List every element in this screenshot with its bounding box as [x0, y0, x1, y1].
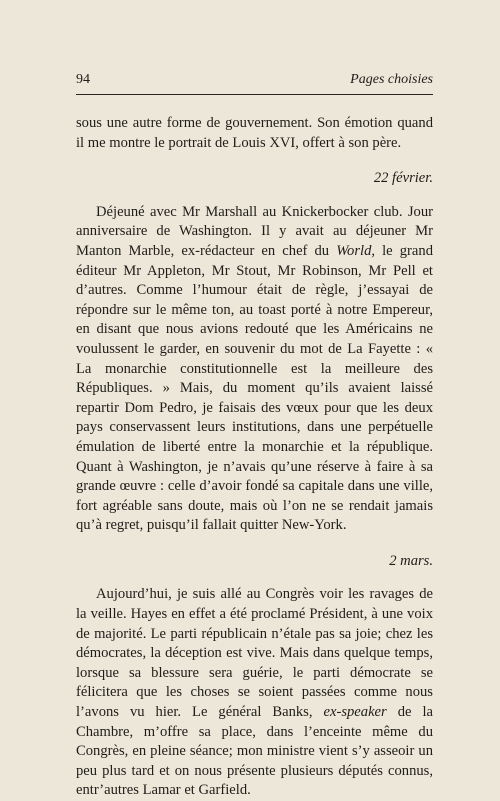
header-rule: [76, 94, 433, 95]
text-run: de la Chambre, m’offre sa place, dans l’enceinte même du Congrès, en pleine séance; mon ministre vient s’y asseoir un peu plus tard et on nous présente plusieurs députés connus, entr’autres Lamar et Garfield.: [76, 704, 433, 799]
text-run: , le grand éditeur Mr Appleton, Mr Stout, Mr Robinson, Mr Pell et d’autres. Comme l’humour était de règle, j’essayai de répondre sur le même ton, au toast porté à notre Empereur, en disant que nous avions redouté que les Américains ne voulussent le garder, en souvenir du mot de La Fayette : « La monarchie constitutionnelle est la meilleure des Républiques. » Mais, du moment qu’ils avaient laissé repartir Dom Pedro, je faisais des vœux pour que les deux pays conservassent leurs institutions, dans une perpétuelle émulation de liberté entre la monarchie et la république. Quant à Washington, je n’avais qu’une réserve à faire à sa grande œuvre : celle d’avoir fondé sa capitale dans une ville, fort agréable sans doute, mais où l’on ne se rendait jamais qu’à regret, puisqu’il fallait quitter New-York.: [76, 242, 433, 534]
page-header: [76, 72, 433, 92]
italic-term-ex-speaker: ex-speaker: [323, 704, 387, 721]
paragraph-22-fevrier: [76, 203, 433, 536]
paragraph-2-mars: [76, 585, 433, 801]
page-number: 94: [76, 72, 90, 87]
date-heading-2-mars: 2 mars.: [389, 552, 433, 569]
date-heading-22-fevrier: 22 février.: [373, 170, 433, 187]
text-run: Déjeuné avec Mr Marshall au Knickerbocker club. Jour anniversaire de Washington. Il y avait au déjeuner Mr Manton Marble, ex-rédacteur en chef du: [76, 203, 433, 259]
paragraph-continuation: sous une autre forme de gouvernement. Son émotion quand il me montre le portrait de Louis XVI, offert à son père.: [76, 115, 433, 151]
italic-title-world: World: [336, 242, 372, 259]
running-title: Pages choisies: [350, 72, 433, 87]
page-body: [76, 114, 433, 801]
text-run: Aujourd’hui, je suis allé au Congrès voir les ravages de la veille. Hayes en effet a été proclamé Président, à une voix de majorité. Le parti républicain n’étale pas sa joie; chez les démocrates, la déception est vive. Mais dans quelque temps, lorsque sa blessure sera guérie, le parti démocrate se félicitera que les choses se soient passées comme nous l’avons vu hier. Le général Banks,: [76, 586, 433, 721]
